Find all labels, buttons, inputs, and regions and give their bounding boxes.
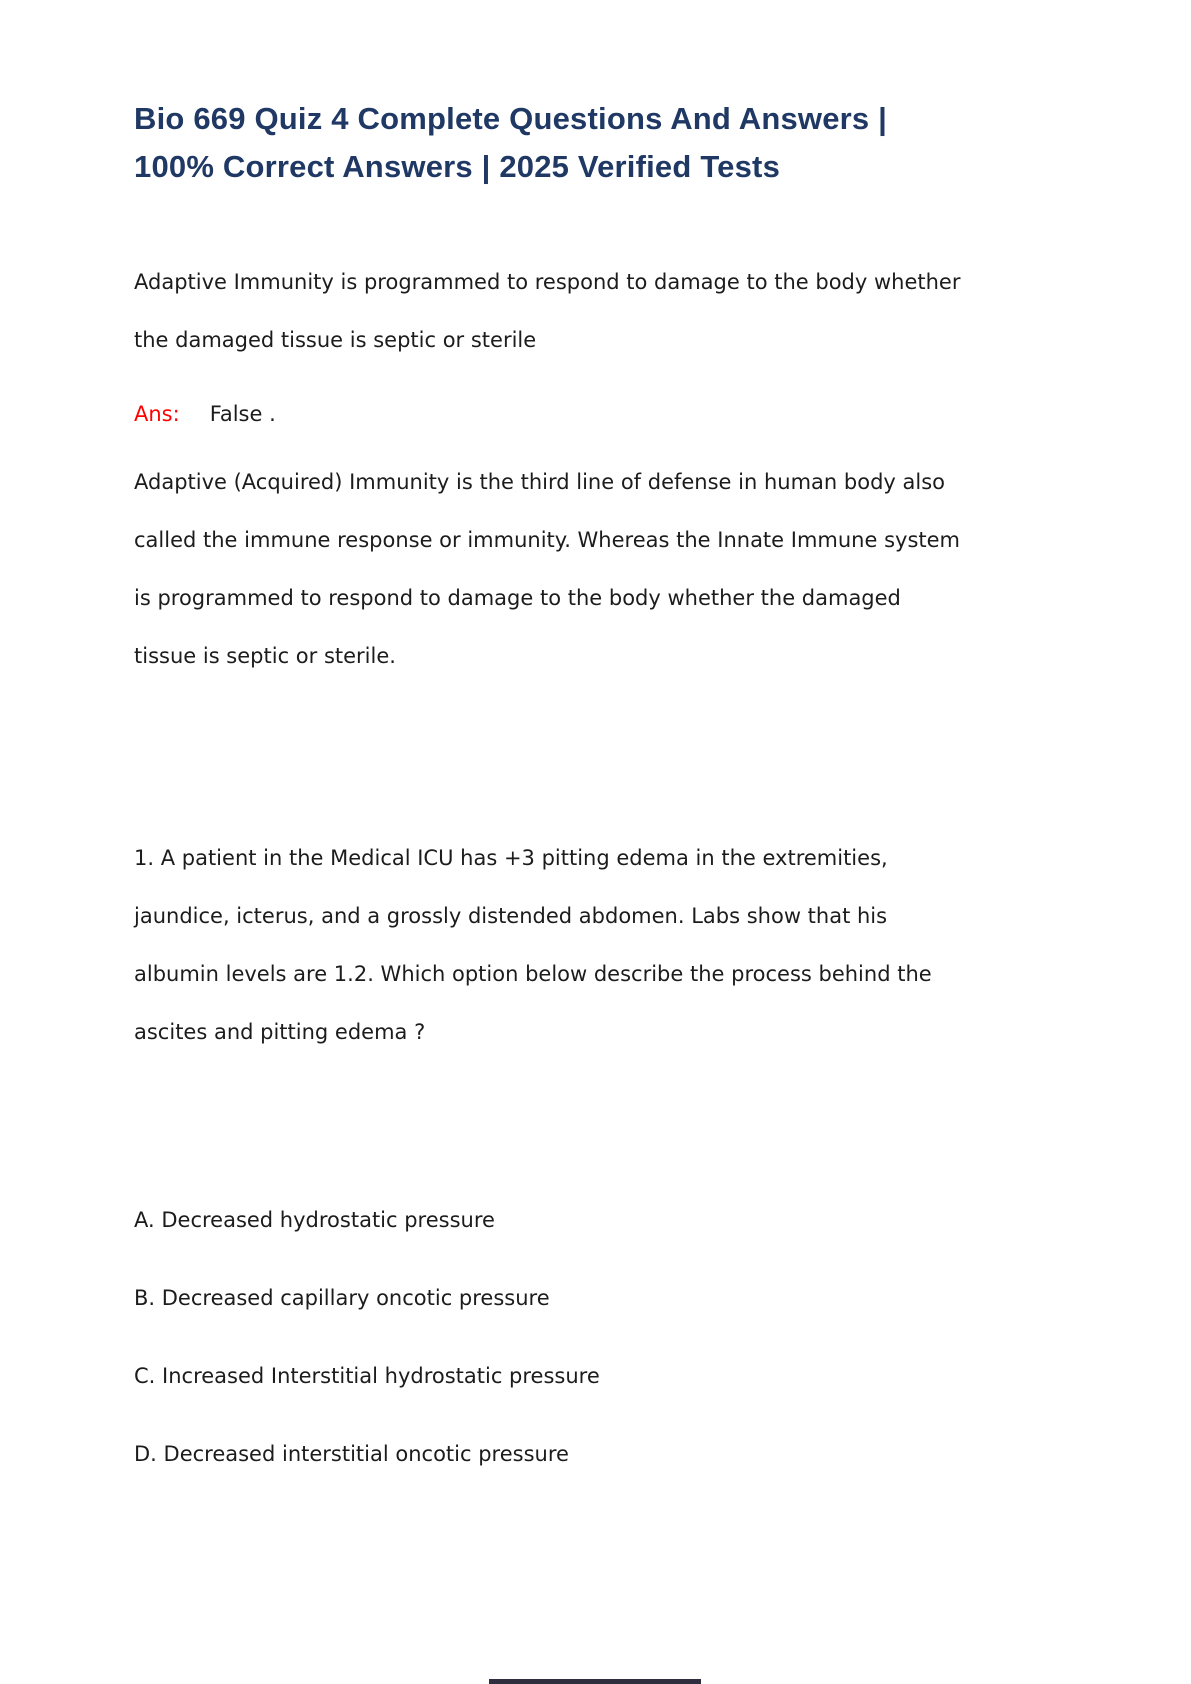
answer-option-a: A. Decreased hydrostatic pressure	[134, 1208, 495, 1233]
page-title: Bio 669 Quiz 4 Complete Questions And Answers | 100% Correct Answers | 2025 Verified Tests	[134, 101, 888, 185]
answer-option-c: C. Increased Interstitial hydrostatic pressure	[134, 1364, 600, 1389]
answer-option-b: B. Decreased capillary oncotic pressure	[134, 1286, 550, 1311]
page-break-indicator	[489, 1679, 701, 1684]
answer-options-list	[134, 1205, 966, 1469]
section-spacer	[134, 1077, 966, 1205]
intro-statement: Adaptive Immunity is programmed to respond to damage to the body whether the damaged tissue is septic or sterile	[134, 270, 961, 353]
answer-label: Ans:	[134, 402, 180, 427]
answer-value: False .	[209, 402, 276, 427]
answer-option-d: D. Decreased interstitial oncotic pressure	[134, 1442, 569, 1467]
question-1-text: 1. A patient in the Medical ICU has +3 pitting edema in the extremities, jaundice, icterus, and a grossly distended abdomen. Labs show that his albumin levels are 1.2. Which option below describe the process behind the ascites and pitting edema ?	[134, 846, 932, 1045]
answer-line	[134, 385, 966, 443]
section-spacer	[134, 701, 966, 829]
answer-explanation: Adaptive (Acquired) Immunity is the third line of defense in human body also called the immune response or immunity. Whereas the Innate Immune system is programmed to respond to damage to the body whether the damaged tissue is septic or sterile.	[134, 470, 961, 669]
